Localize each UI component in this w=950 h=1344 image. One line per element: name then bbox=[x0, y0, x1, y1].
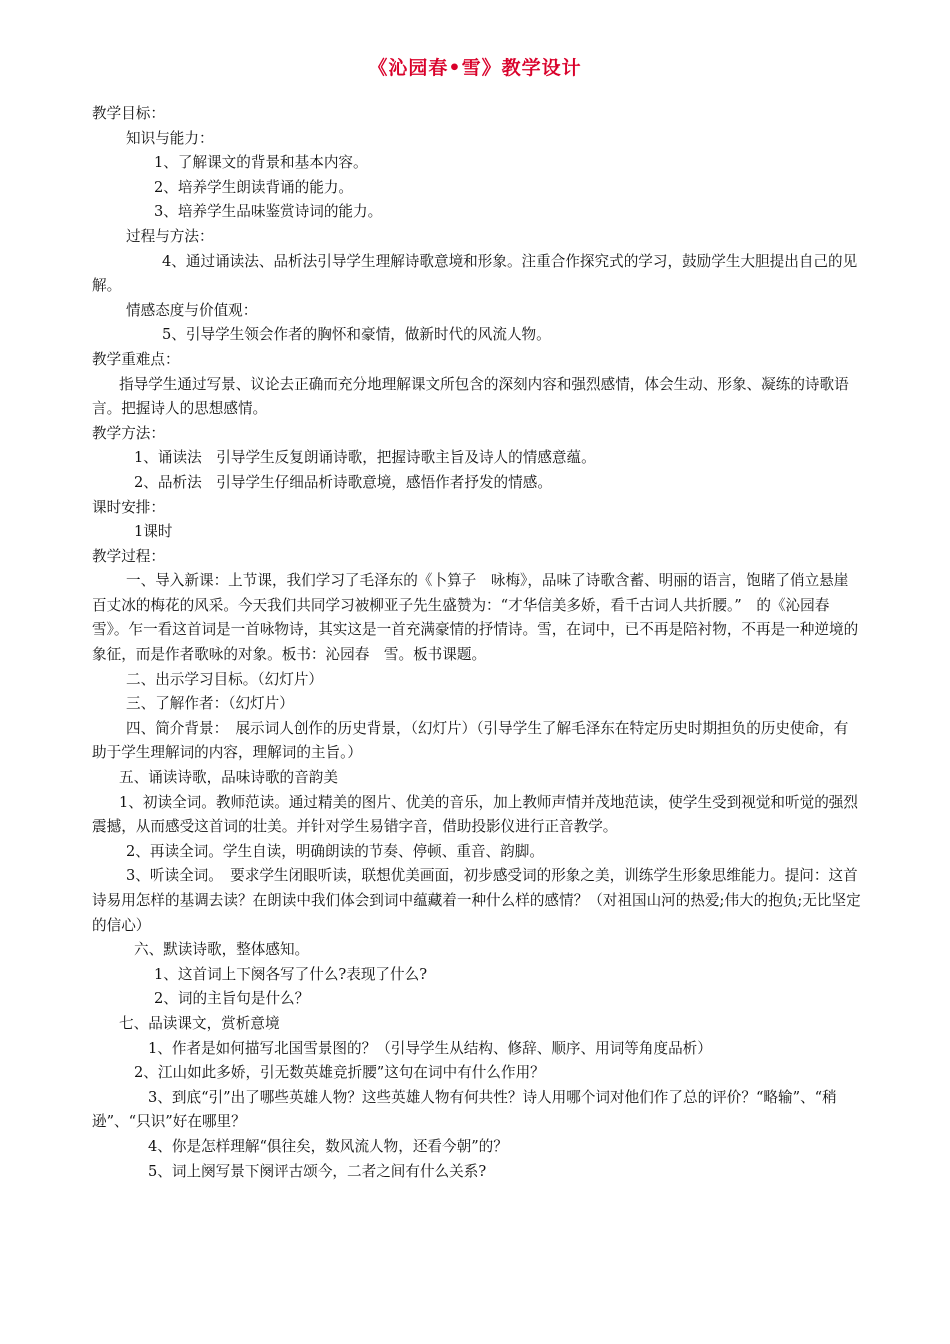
document-body bbox=[92, 102, 862, 1184]
method-item-1: 1、诵读法 引导学生反复朗诵诗歌，把握诗歌主旨及诗人的情感意蕴。 bbox=[134, 449, 596, 467]
goal-item-5: 5、引导学生领会作者的胸怀和豪情，做新时代的风流人物。 bbox=[162, 326, 551, 344]
heading-schedule: 课时安排： bbox=[92, 498, 165, 516]
process-step-5-item-1: 1、初读全词。教师范读。通过精美的图片、优美的音乐，加上教师声情并茂地范读，使学生受到视觉和听觉的强烈震撼，从而感受这首词的壮美。并针对学生易错字音，借助投影仪进行正音教学。 bbox=[92, 793, 858, 836]
process-step-7-item-4: 4、你是怎样理解“俱往矣，数风流人物，还看今朝”的？ bbox=[148, 1137, 508, 1155]
process-step-7: 七、品读课文，赏析意境 bbox=[119, 1014, 280, 1032]
goal-item-1: 1、了解课文的背景和基本内容。 bbox=[154, 154, 368, 172]
subheading-knowledge-ability: 知识与能力： bbox=[126, 129, 214, 147]
goal-item-4: 4、通过诵读法、品析法引导学生理解诗歌意境和形象。注重合作探究式的学习，鼓励学生大胆提出自己的见解。 bbox=[92, 252, 858, 295]
process-step-2: 二、出示学习目标。（幻灯片） bbox=[126, 670, 324, 688]
document-title: 《沁园春•雪》教学设计 bbox=[368, 57, 582, 79]
goal-item-3: 3、培养学生品味鉴赏诗词的能力。 bbox=[154, 203, 383, 221]
process-step-7-item-5: 5、词上阕写景下阕评古颂今，二者之间有什么关系? bbox=[148, 1162, 487, 1180]
heading-key-points: 教学重难点： bbox=[92, 350, 180, 368]
goal-item-2: 2、培养学生朗读背诵的能力。 bbox=[154, 178, 354, 196]
process-step-6: 六、默读诗歌，整体感知。 bbox=[134, 941, 310, 959]
heading-teaching-process: 教学过程： bbox=[92, 547, 165, 565]
process-step-6-item-2: 2、词的主旨句是什么？ bbox=[154, 990, 310, 1008]
subheading-process-method: 过程与方法： bbox=[126, 227, 214, 245]
process-step-5: 五、诵读诗歌，品味诗歌的音韵美 bbox=[119, 769, 338, 787]
heading-teaching-methods: 教学方法： bbox=[92, 424, 165, 442]
process-step-7-item-2: 2、江山如此多娇，引无数英雄竞折腰”这句在词中有什么作用？ bbox=[134, 1064, 545, 1082]
key-points-paragraph: 指导学生通过写景、议论去正确而充分地理解课文所包含的深刻内容和强烈感情，体会生动、形象、凝练的诗歌语言。把握诗人的思想感情。 bbox=[92, 375, 849, 418]
process-step-7-item-3: 3、到底“引”出了哪些英雄人物？这些英雄人物有何共性？诗人用哪个词对他们作了总的评价？“略输”、“稍逊”、“只识”好在哪里？ bbox=[92, 1088, 837, 1131]
schedule-value: 1课时 bbox=[134, 523, 173, 541]
process-step-5-item-2: 2、再读全词。学生自读，明确朗读的节奏、停顿、重音、韵脚。 bbox=[126, 842, 544, 860]
process-step-6-item-1: 1、这首词上下阕各写了什么?表现了什么? bbox=[154, 965, 428, 983]
process-step-4: 四、简介背景： 展示词人创作的历史背景，（幻灯片）（引导学生了解毛泽东在特定历史时期担负的历史使命，有助于学生理解词的内容，理解词的主旨。） bbox=[92, 719, 849, 762]
heading-teaching-goals: 教学目标： bbox=[92, 105, 165, 122]
process-step-7-item-1: 1、作者是如何描写北国雪景图的？（引导学生从结构、修辞、顺序、用词等角度品析） bbox=[148, 1039, 712, 1057]
process-step-5-item-3: 3、听读全词。 要求学生闭眼听读，联想优美画面，初步感受词的形象之美，训练学生形象思维能力。提问：这首诗易用怎样的基调去读？在朗读中我们体会到词中蕴藏着一种什么样的感情？（对祖国山河的热爱;伟大的抱负;无比坚定的信心） bbox=[92, 867, 861, 934]
process-step-1: 一、导入新课：上节课，我们学习了毛泽东的《卜算子 咏梅》，品味了诗歌含蓄、明丽的语言，饱睹了俏立悬崖百丈冰的梅花的风采。今天我们共同学习被柳亚子先生盛赞为：“才华信美多娇，看千古词人共折腰。” 的《沁园春 雪》。乍一看这首词是一首咏物诗，其实这是一首充满豪情的抒情诗。雪，在词中，已不再是陪衬物，不再是一种逆境的象征，而是作者歌咏的对象。板书：沁园春 雪。板书课题。 bbox=[92, 572, 859, 664]
subheading-emotion-values: 情感态度与价值观： bbox=[126, 301, 258, 319]
process-step-3: 三、了解作者：（幻灯片） bbox=[126, 695, 294, 713]
method-item-2: 2、品析法 引导学生仔细品析诗歌意境，感悟作者抒发的情感。 bbox=[134, 473, 552, 491]
